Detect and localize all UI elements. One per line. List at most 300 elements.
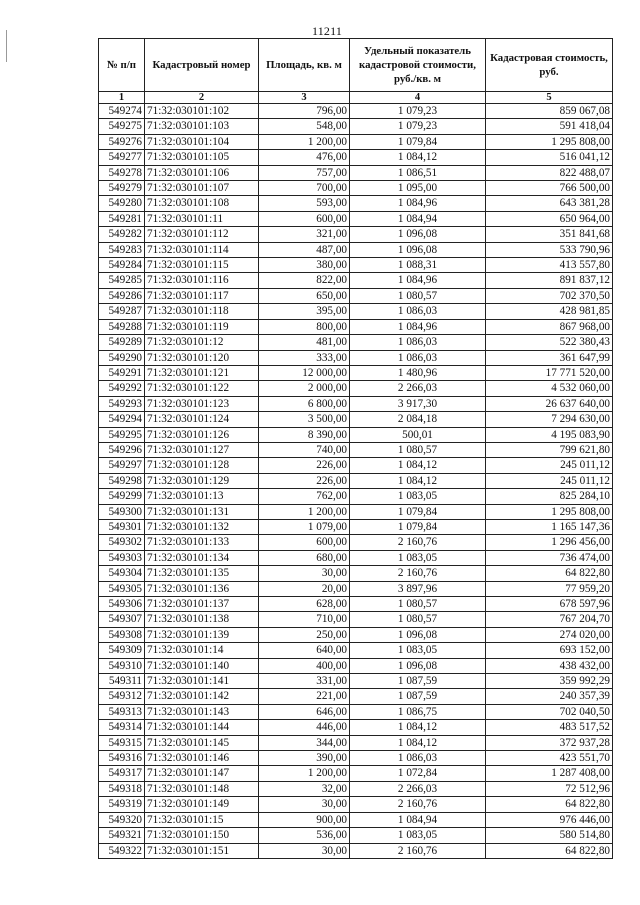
area-cell: 30,00 <box>259 566 350 581</box>
cadastral-cost-cell: 859 067,08 <box>486 104 613 119</box>
cadastral-cost-cell: 245 011,12 <box>486 473 613 488</box>
table-row <box>99 550 613 565</box>
cadastral-cost-cell: 372 937,28 <box>486 735 613 750</box>
row-index-cell: 549277 <box>99 150 145 165</box>
cadastral-number-cell: 71:32:030101:147 <box>145 766 259 781</box>
row-index-cell: 549301 <box>99 519 145 534</box>
specific-value-cell: 2 160,76 <box>350 566 486 581</box>
area-cell: 646,00 <box>259 704 350 719</box>
table-row <box>99 350 613 365</box>
cadastral-cost-cell: 1 295 808,00 <box>486 504 613 519</box>
specific-value-cell: 1 087,59 <box>350 689 486 704</box>
area-cell: 446,00 <box>259 720 350 735</box>
cadastral-table <box>98 38 613 859</box>
cadastral-number-cell: 71:32:030101:13 <box>145 489 259 504</box>
row-index-cell: 549287 <box>99 304 145 319</box>
row-index-cell: 549285 <box>99 273 145 288</box>
area-cell: 331,00 <box>259 674 350 689</box>
area-cell: 30,00 <box>259 797 350 812</box>
cadastral-cost-cell: 976 446,00 <box>486 812 613 827</box>
cadastral-number-cell: 71:32:030101:151 <box>145 843 259 858</box>
cadastral-cost-cell: 867 968,00 <box>486 319 613 334</box>
table-row <box>99 689 613 704</box>
table-row <box>99 658 613 673</box>
cadastral-cost-cell: 359 992,29 <box>486 674 613 689</box>
cadastral-cost-cell: 64 822,80 <box>486 843 613 858</box>
row-index-cell: 549299 <box>99 489 145 504</box>
row-index-cell: 549291 <box>99 365 145 380</box>
row-index-cell: 549281 <box>99 211 145 226</box>
specific-value-cell: 1 084,94 <box>350 812 486 827</box>
area-cell: 32,00 <box>259 781 350 796</box>
cadastral-cost-cell: 1 295 808,00 <box>486 134 613 149</box>
cadastral-number-cell: 71:32:030101:143 <box>145 704 259 719</box>
cadastral-cost-cell: 413 557,80 <box>486 258 613 273</box>
table-row <box>99 335 613 350</box>
header-cadastral-number: Кадастровый номер <box>145 39 259 92</box>
area-cell: 740,00 <box>259 442 350 457</box>
cadastral-number-cell: 71:32:030101:102 <box>145 104 259 119</box>
table-row <box>99 365 613 380</box>
cadastral-number-cell: 71:32:030101:120 <box>145 350 259 365</box>
specific-value-cell: 2 160,76 <box>350 797 486 812</box>
area-cell: 640,00 <box>259 643 350 658</box>
row-index-cell: 549300 <box>99 504 145 519</box>
area-cell: 548,00 <box>259 119 350 134</box>
cadastral-number-cell: 71:32:030101:129 <box>145 473 259 488</box>
row-index-cell: 549321 <box>99 828 145 843</box>
cadastral-number-cell: 71:32:030101:15 <box>145 812 259 827</box>
cadastral-number-cell: 71:32:030101:148 <box>145 781 259 796</box>
table-body <box>99 104 613 859</box>
cadastral-number-cell: 71:32:030101:128 <box>145 458 259 473</box>
table-row <box>99 812 613 827</box>
specific-value-cell: 1 084,12 <box>350 720 486 735</box>
cadastral-number-cell: 71:32:030101:114 <box>145 242 259 257</box>
table-row <box>99 211 613 226</box>
header-specific-value: Удельный показатель кадастровой стоимости, руб./кв. м <box>350 39 486 92</box>
table-row <box>99 134 613 149</box>
cadastral-number-cell: 71:32:030101:145 <box>145 735 259 750</box>
row-index-cell: 549279 <box>99 181 145 196</box>
specific-value-cell: 1 096,08 <box>350 227 486 242</box>
area-cell: 1 079,00 <box>259 519 350 534</box>
header-cadastral-cost: Кадастровая стоимость, руб. <box>486 39 613 92</box>
specific-value-cell: 500,01 <box>350 427 486 442</box>
table-row <box>99 273 613 288</box>
area-cell: 536,00 <box>259 828 350 843</box>
cadastral-cost-cell: 483 517,52 <box>486 720 613 735</box>
area-cell: 1 200,00 <box>259 504 350 519</box>
row-index-cell: 549280 <box>99 196 145 211</box>
specific-value-cell: 1 086,51 <box>350 165 486 180</box>
table-row <box>99 473 613 488</box>
column-number: 3 <box>259 92 350 104</box>
area-cell: 226,00 <box>259 473 350 488</box>
cadastral-number-cell: 71:32:030101:131 <box>145 504 259 519</box>
table-row <box>99 319 613 334</box>
specific-value-cell: 1 086,03 <box>350 304 486 319</box>
area-cell: 650,00 <box>259 288 350 303</box>
table-row <box>99 720 613 735</box>
specific-value-cell: 1 083,05 <box>350 489 486 504</box>
cadastral-number-cell: 71:32:030101:106 <box>145 165 259 180</box>
row-index-cell: 549318 <box>99 781 145 796</box>
table-row <box>99 828 613 843</box>
column-number: 2 <box>145 92 259 104</box>
specific-value-cell: 1 079,84 <box>350 519 486 534</box>
area-cell: 30,00 <box>259 843 350 858</box>
cadastral-cost-cell: 702 040,50 <box>486 704 613 719</box>
row-index-cell: 549313 <box>99 704 145 719</box>
area-cell: 628,00 <box>259 597 350 612</box>
cadastral-number-cell: 71:32:030101:134 <box>145 550 259 565</box>
cadastral-cost-cell: 4 532 060,00 <box>486 381 613 396</box>
table-row <box>99 766 613 781</box>
cadastral-cost-cell: 891 837,12 <box>486 273 613 288</box>
table-row <box>99 504 613 519</box>
row-index-cell: 549292 <box>99 381 145 396</box>
specific-value-cell: 1 086,03 <box>350 335 486 350</box>
cadastral-number-cell: 71:32:030101:146 <box>145 751 259 766</box>
table-row <box>99 843 613 858</box>
specific-value-cell: 1 080,57 <box>350 597 486 612</box>
row-index-cell: 549283 <box>99 242 145 257</box>
specific-value-cell: 1 088,31 <box>350 258 486 273</box>
cadastral-cost-cell: 7 294 630,00 <box>486 412 613 427</box>
column-number: 1 <box>99 92 145 104</box>
area-cell: 800,00 <box>259 319 350 334</box>
row-index-cell: 549302 <box>99 535 145 550</box>
specific-value-cell: 1 084,96 <box>350 196 486 211</box>
specific-value-cell: 1 084,96 <box>350 319 486 334</box>
row-index-cell: 549276 <box>99 134 145 149</box>
area-cell: 593,00 <box>259 196 350 211</box>
cadastral-cost-cell: 361 647,99 <box>486 350 613 365</box>
cadastral-number-cell: 71:32:030101:108 <box>145 196 259 211</box>
row-index-cell: 549295 <box>99 427 145 442</box>
column-number: 4 <box>350 92 486 104</box>
cadastral-cost-cell: 64 822,80 <box>486 566 613 581</box>
header-index: № п/п <box>99 39 145 92</box>
area-cell: 2 000,00 <box>259 381 350 396</box>
area-cell: 487,00 <box>259 242 350 257</box>
scan-edge-mark <box>6 30 7 62</box>
table-row <box>99 566 613 581</box>
row-index-cell: 549311 <box>99 674 145 689</box>
row-index-cell: 549308 <box>99 627 145 642</box>
specific-value-cell: 1 086,03 <box>350 350 486 365</box>
specific-value-cell: 1 084,94 <box>350 211 486 226</box>
cadastral-cost-cell: 438 432,00 <box>486 658 613 673</box>
cadastral-cost-cell: 693 152,00 <box>486 643 613 658</box>
table-row <box>99 227 613 242</box>
area-cell: 390,00 <box>259 751 350 766</box>
cadastral-cost-cell: 643 381,28 <box>486 196 613 211</box>
cadastral-cost-cell: 591 418,04 <box>486 119 613 134</box>
cadastral-cost-cell: 678 597,96 <box>486 597 613 612</box>
specific-value-cell: 2 084,18 <box>350 412 486 427</box>
cadastral-number-cell: 71:32:030101:139 <box>145 627 259 642</box>
cadastral-number-cell: 71:32:030101:133 <box>145 535 259 550</box>
specific-value-cell: 1 083,05 <box>350 643 486 658</box>
table-row <box>99 489 613 504</box>
cadastral-cost-cell: 533 790,96 <box>486 242 613 257</box>
specific-value-cell: 2 266,03 <box>350 381 486 396</box>
specific-value-cell: 1 079,84 <box>350 504 486 519</box>
row-index-cell: 549286 <box>99 288 145 303</box>
table-row <box>99 674 613 689</box>
area-cell: 600,00 <box>259 211 350 226</box>
table-row <box>99 304 613 319</box>
row-index-cell: 549304 <box>99 566 145 581</box>
cadastral-cost-cell: 522 380,43 <box>486 335 613 350</box>
cadastral-number-cell: 71:32:030101:126 <box>145 427 259 442</box>
specific-value-cell: 1 079,23 <box>350 119 486 134</box>
cadastral-cost-cell: 274 020,00 <box>486 627 613 642</box>
table-row <box>99 288 613 303</box>
table-row <box>99 242 613 257</box>
specific-value-cell: 1 080,57 <box>350 442 486 457</box>
table-row <box>99 519 613 534</box>
table-row <box>99 781 613 796</box>
area-cell: 226,00 <box>259 458 350 473</box>
area-cell: 250,00 <box>259 627 350 642</box>
cadastral-cost-cell: 822 488,07 <box>486 165 613 180</box>
row-index-cell: 549319 <box>99 797 145 812</box>
specific-value-cell: 2 160,76 <box>350 535 486 550</box>
table-row <box>99 258 613 273</box>
cadastral-number-cell: 71:32:030101:124 <box>145 412 259 427</box>
cadastral-number-cell: 71:32:030101:144 <box>145 720 259 735</box>
specific-value-cell: 1 084,12 <box>350 150 486 165</box>
cadastral-number-cell: 71:32:030101:107 <box>145 181 259 196</box>
page-number: 11211 <box>311 24 343 38</box>
cadastral-cost-cell: 351 841,68 <box>486 227 613 242</box>
cadastral-number-cell: 71:32:030101:103 <box>145 119 259 134</box>
row-index-cell: 549282 <box>99 227 145 242</box>
row-index-cell: 549290 <box>99 350 145 365</box>
row-index-cell: 549312 <box>99 689 145 704</box>
cadastral-number-cell: 71:32:030101:118 <box>145 304 259 319</box>
table-row <box>99 381 613 396</box>
cadastral-number-cell: 71:32:030101:14 <box>145 643 259 658</box>
row-index-cell: 549297 <box>99 458 145 473</box>
table-row <box>99 427 613 442</box>
specific-value-cell: 3 897,96 <box>350 581 486 596</box>
area-cell: 400,00 <box>259 658 350 673</box>
cadastral-cost-cell: 650 964,00 <box>486 211 613 226</box>
specific-value-cell: 1 079,84 <box>350 134 486 149</box>
cadastral-number-cell: 71:32:030101:112 <box>145 227 259 242</box>
cadastral-cost-cell: 736 474,00 <box>486 550 613 565</box>
cadastral-cost-cell: 428 981,85 <box>486 304 613 319</box>
cadastral-number-cell: 71:32:030101:150 <box>145 828 259 843</box>
row-index-cell: 549315 <box>99 735 145 750</box>
table-row <box>99 797 613 812</box>
cadastral-cost-cell: 702 370,50 <box>486 288 613 303</box>
area-cell: 221,00 <box>259 689 350 704</box>
area-cell: 1 200,00 <box>259 134 350 149</box>
area-cell: 395,00 <box>259 304 350 319</box>
table-row <box>99 612 613 627</box>
cadastral-cost-cell: 72 512,96 <box>486 781 613 796</box>
cadastral-cost-cell: 580 514,80 <box>486 828 613 843</box>
area-cell: 757,00 <box>259 165 350 180</box>
cadastral-number-cell: 71:32:030101:105 <box>145 150 259 165</box>
area-cell: 600,00 <box>259 535 350 550</box>
cadastral-number-cell: 71:32:030101:115 <box>145 258 259 273</box>
area-cell: 700,00 <box>259 181 350 196</box>
table-row <box>99 751 613 766</box>
cadastral-number-cell: 71:32:030101:132 <box>145 519 259 534</box>
cadastral-cost-cell: 77 959,20 <box>486 581 613 596</box>
area-cell: 321,00 <box>259 227 350 242</box>
area-cell: 680,00 <box>259 550 350 565</box>
table-row <box>99 442 613 457</box>
cadastral-cost-cell: 1 165 147,36 <box>486 519 613 534</box>
table-row <box>99 412 613 427</box>
row-index-cell: 549310 <box>99 658 145 673</box>
cadastral-cost-cell: 766 500,00 <box>486 181 613 196</box>
specific-value-cell: 1 083,05 <box>350 550 486 565</box>
cadastral-number-cell: 71:32:030101:119 <box>145 319 259 334</box>
specific-value-cell: 1 072,84 <box>350 766 486 781</box>
area-cell: 476,00 <box>259 150 350 165</box>
cadastral-cost-cell: 1 287 408,00 <box>486 766 613 781</box>
cadastral-number-cell: 71:32:030101:149 <box>145 797 259 812</box>
cadastral-number-cell: 71:32:030101:135 <box>145 566 259 581</box>
specific-value-cell: 1 096,08 <box>350 627 486 642</box>
row-index-cell: 549296 <box>99 442 145 457</box>
specific-value-cell: 1 083,05 <box>350 828 486 843</box>
row-index-cell: 549278 <box>99 165 145 180</box>
area-cell: 20,00 <box>259 581 350 596</box>
cadastral-number-cell: 71:32:030101:142 <box>145 689 259 704</box>
area-cell: 796,00 <box>259 104 350 119</box>
area-cell: 6 800,00 <box>259 396 350 411</box>
specific-value-cell: 1 084,12 <box>350 473 486 488</box>
row-index-cell: 549314 <box>99 720 145 735</box>
table-row <box>99 458 613 473</box>
cadastral-number-cell: 71:32:030101:104 <box>145 134 259 149</box>
cadastral-cost-cell: 1 296 456,00 <box>486 535 613 550</box>
specific-value-cell: 1 096,08 <box>350 242 486 257</box>
cadastral-cost-cell: 17 771 520,00 <box>486 365 613 380</box>
cadastral-cost-cell: 423 551,70 <box>486 751 613 766</box>
cadastral-number-cell: 71:32:030101:121 <box>145 365 259 380</box>
row-index-cell: 549306 <box>99 597 145 612</box>
row-index-cell: 549274 <box>99 104 145 119</box>
row-index-cell: 549289 <box>99 335 145 350</box>
row-index-cell: 549303 <box>99 550 145 565</box>
specific-value-cell: 3 917,30 <box>350 396 486 411</box>
table-row <box>99 735 613 750</box>
table-row <box>99 581 613 596</box>
area-cell: 822,00 <box>259 273 350 288</box>
table-row <box>99 165 613 180</box>
row-index-cell: 549322 <box>99 843 145 858</box>
cadastral-number-cell: 71:32:030101:141 <box>145 674 259 689</box>
cadastral-number-cell: 71:32:030101:127 <box>145 442 259 457</box>
row-index-cell: 549288 <box>99 319 145 334</box>
specific-value-cell: 1 079,23 <box>350 104 486 119</box>
specific-value-cell: 2 160,76 <box>350 843 486 858</box>
row-index-cell: 549320 <box>99 812 145 827</box>
area-cell: 1 200,00 <box>259 766 350 781</box>
row-index-cell: 549275 <box>99 119 145 134</box>
specific-value-cell: 1 084,96 <box>350 273 486 288</box>
specific-value-cell: 1 087,59 <box>350 674 486 689</box>
table-row <box>99 104 613 119</box>
cadastral-number-cell: 71:32:030101:137 <box>145 597 259 612</box>
row-index-cell: 549316 <box>99 751 145 766</box>
area-cell: 900,00 <box>259 812 350 827</box>
table-row <box>99 627 613 642</box>
cadastral-cost-cell: 4 195 083,90 <box>486 427 613 442</box>
area-cell: 8 390,00 <box>259 427 350 442</box>
table-row <box>99 597 613 612</box>
specific-value-cell: 1 096,08 <box>350 658 486 673</box>
row-index-cell: 549298 <box>99 473 145 488</box>
row-index-cell: 549293 <box>99 396 145 411</box>
cadastral-number-cell: 71:32:030101:11 <box>145 211 259 226</box>
table-row <box>99 150 613 165</box>
area-cell: 344,00 <box>259 735 350 750</box>
area-cell: 12 000,00 <box>259 365 350 380</box>
column-number: 5 <box>486 92 613 104</box>
cadastral-number-cell: 71:32:030101:12 <box>145 335 259 350</box>
row-index-cell: 549294 <box>99 412 145 427</box>
specific-value-cell: 1 480,96 <box>350 365 486 380</box>
cadastral-cost-cell: 825 284,10 <box>486 489 613 504</box>
cadastral-cost-cell: 245 011,12 <box>486 458 613 473</box>
area-cell: 481,00 <box>259 335 350 350</box>
cadastral-cost-cell: 26 637 640,00 <box>486 396 613 411</box>
header-area: Площадь, кв. м <box>259 39 350 92</box>
specific-value-cell: 1 086,03 <box>350 751 486 766</box>
table-row <box>99 196 613 211</box>
table-row <box>99 535 613 550</box>
cadastral-cost-cell: 240 357,39 <box>486 689 613 704</box>
cadastral-number-cell: 71:32:030101:116 <box>145 273 259 288</box>
cadastral-number-cell: 71:32:030101:123 <box>145 396 259 411</box>
area-cell: 333,00 <box>259 350 350 365</box>
area-cell: 710,00 <box>259 612 350 627</box>
cadastral-cost-cell: 767 204,70 <box>486 612 613 627</box>
row-index-cell: 549307 <box>99 612 145 627</box>
cadastral-number-cell: 71:32:030101:117 <box>145 288 259 303</box>
area-cell: 762,00 <box>259 489 350 504</box>
cadastral-number-cell: 71:32:030101:122 <box>145 381 259 396</box>
table-row <box>99 643 613 658</box>
specific-value-cell: 1 084,12 <box>350 735 486 750</box>
cadastral-number-cell: 71:32:030101:136 <box>145 581 259 596</box>
specific-value-cell: 1 080,57 <box>350 288 486 303</box>
cadastral-number-cell: 71:32:030101:138 <box>145 612 259 627</box>
table-row <box>99 119 613 134</box>
specific-value-cell: 1 086,75 <box>350 704 486 719</box>
table-row <box>99 181 613 196</box>
cadastral-cost-cell: 799 621,80 <box>486 442 613 457</box>
row-index-cell: 549284 <box>99 258 145 273</box>
specific-value-cell: 2 266,03 <box>350 781 486 796</box>
area-cell: 380,00 <box>259 258 350 273</box>
specific-value-cell: 1 084,12 <box>350 458 486 473</box>
table-row <box>99 396 613 411</box>
row-index-cell: 549309 <box>99 643 145 658</box>
cadastral-number-cell: 71:32:030101:140 <box>145 658 259 673</box>
